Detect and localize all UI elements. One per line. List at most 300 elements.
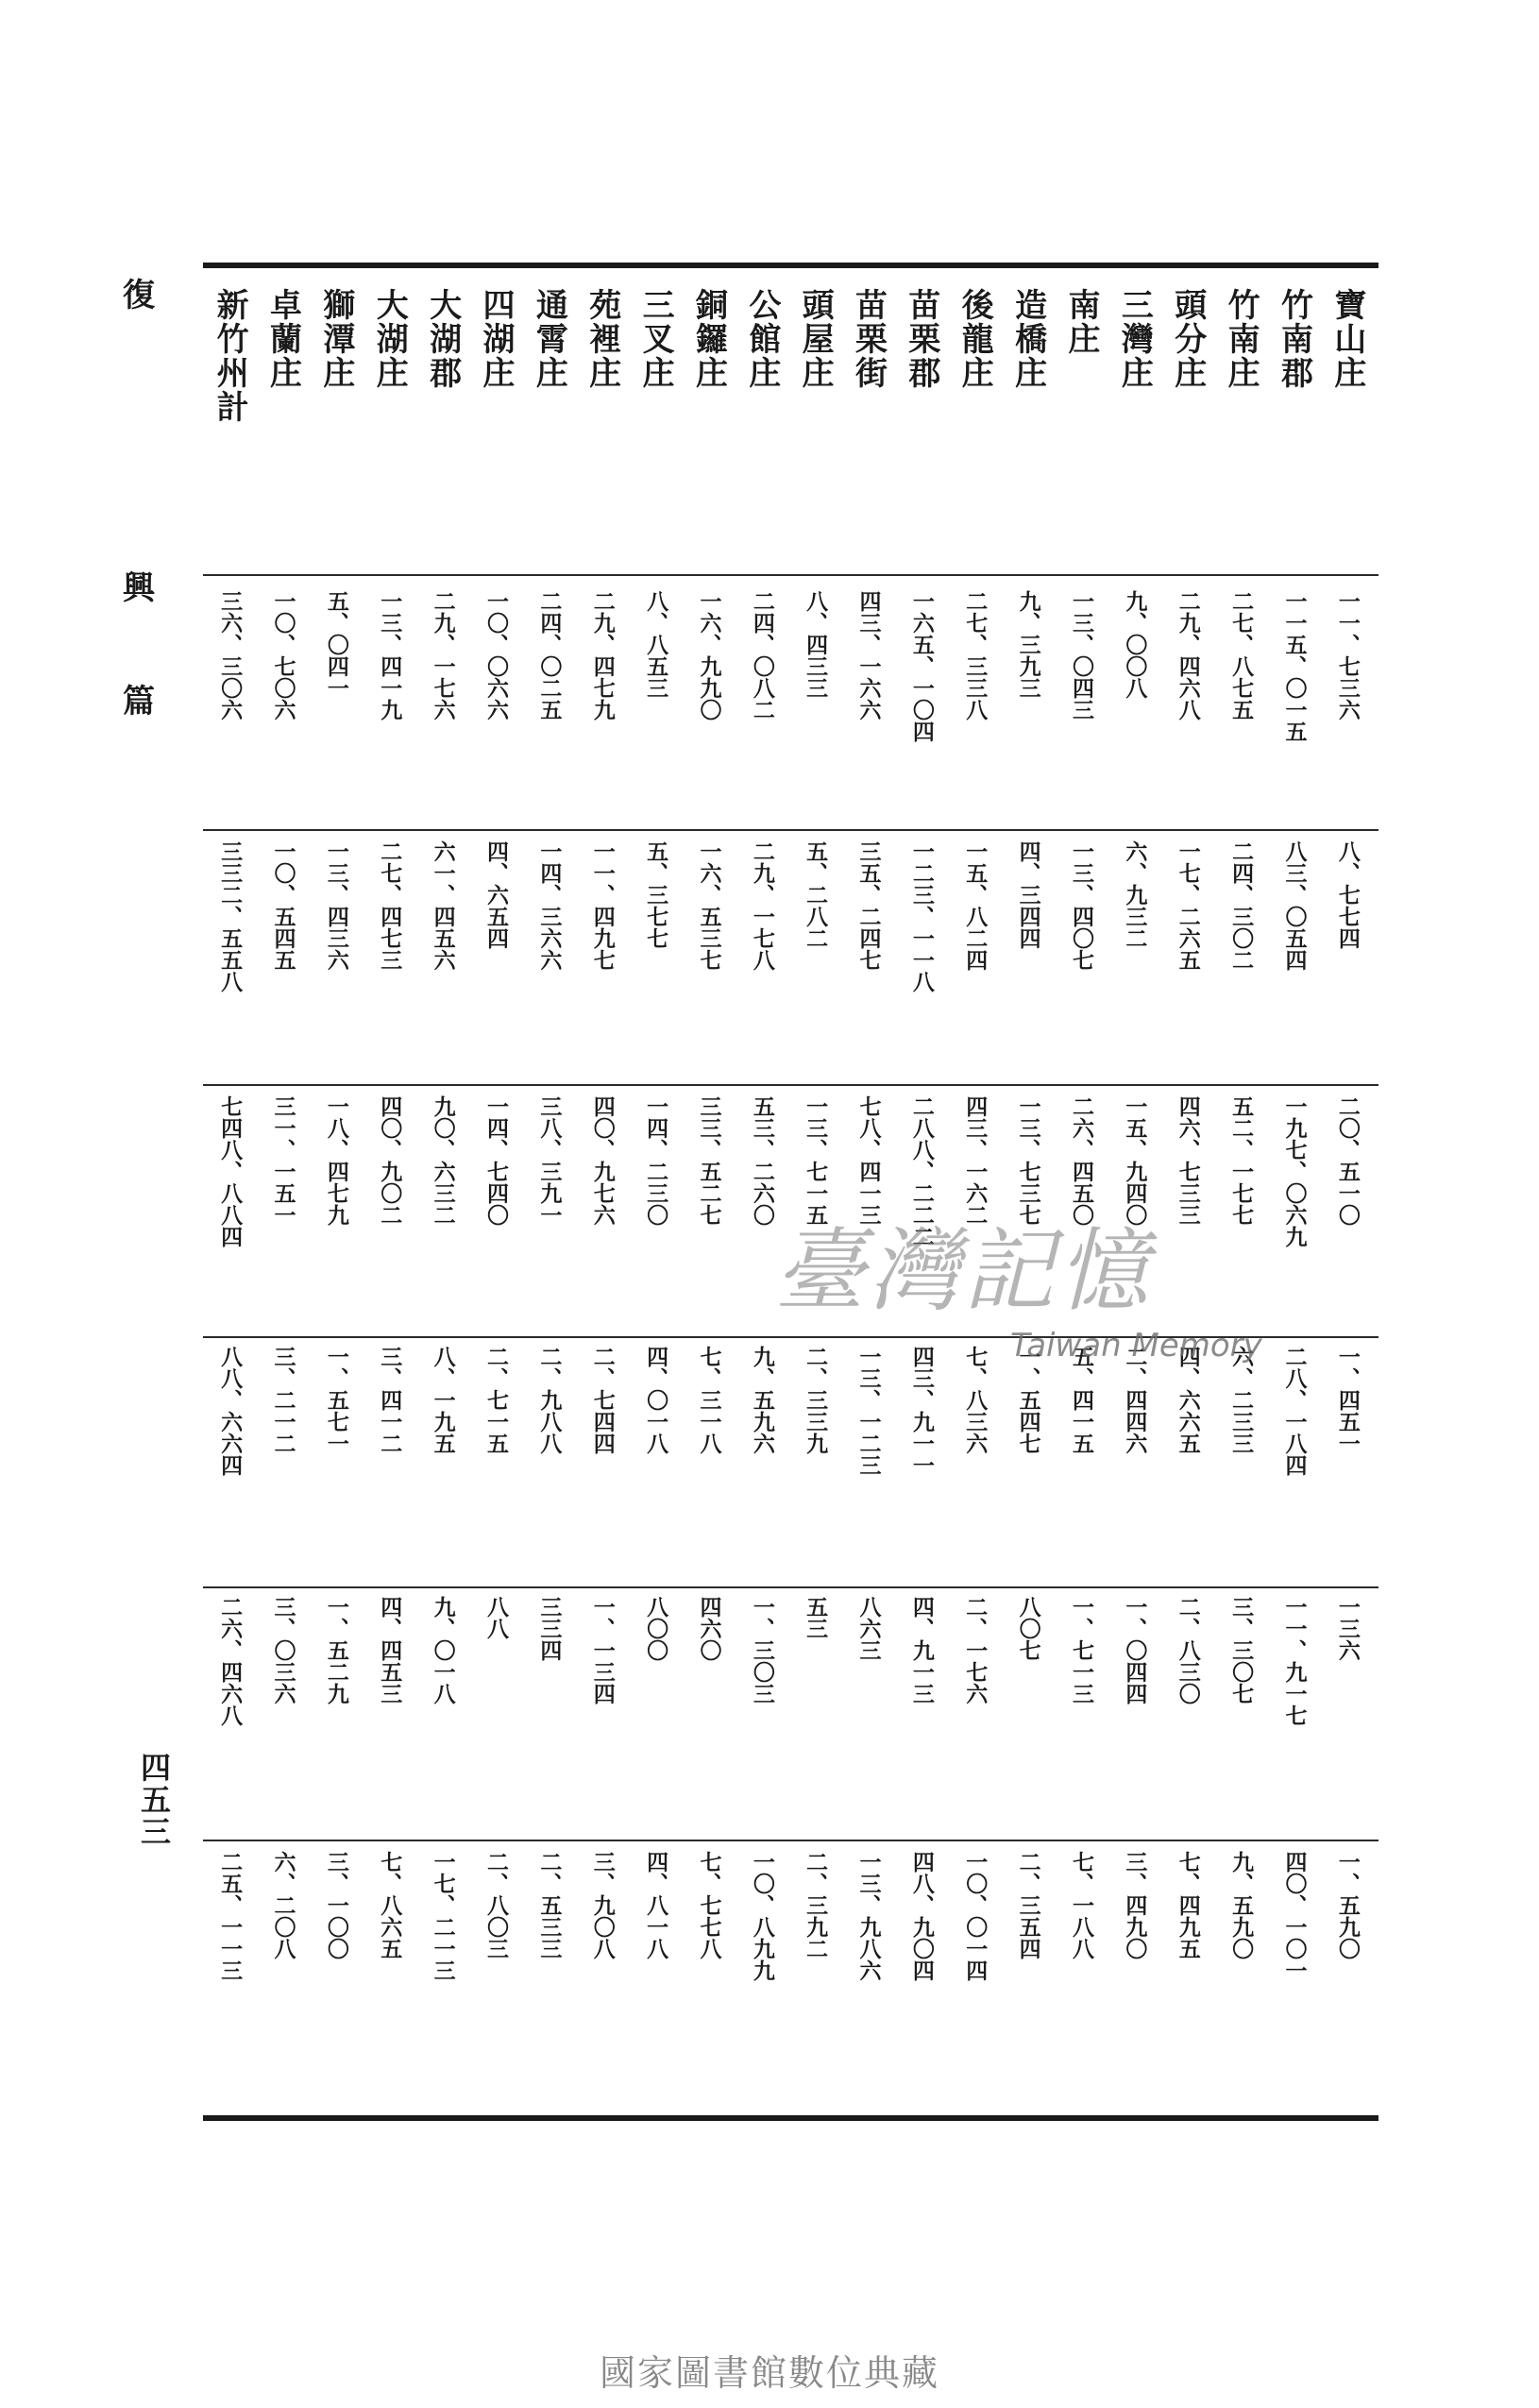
row-name [1005, 288, 1052, 557]
row-name-text: 新竹州計 [211, 288, 249, 424]
cell-value: 六、二〇八 [270, 1851, 296, 1959]
cell-value: 二四、〇二五 [536, 590, 563, 721]
table-cell [365, 590, 413, 721]
table-cell [525, 590, 572, 721]
cell-value: 一七、二一三 [430, 1851, 456, 1981]
table-cell [1217, 840, 1264, 971]
cell-value: 三三、五二七 [696, 1095, 722, 1226]
cell-value: 七、三一八 [696, 1346, 722, 1454]
table-cell [472, 840, 519, 949]
table-cell [579, 590, 626, 721]
table-cell [632, 590, 679, 699]
cell-value: 一五、八二四 [962, 840, 989, 971]
table-cell [579, 1596, 626, 1704]
table-cell [206, 840, 253, 992]
table-cell [1110, 1596, 1158, 1704]
cell-value: 一、五七一 [323, 1346, 349, 1454]
cell-value: 五三、二六〇 [749, 1095, 775, 1226]
cell-value: 五、〇四一 [323, 590, 349, 699]
cell-value: 七、八六五 [377, 1851, 403, 1959]
cell-value: 九、五九六 [749, 1346, 775, 1454]
cell-value: 五、二八二 [803, 840, 829, 949]
cell-value: 六、二三三 [1228, 1346, 1255, 1454]
cell-value: 八三、〇五四 [1281, 840, 1308, 971]
cell-value: 八、七七四 [1334, 840, 1361, 949]
cell-value: 二〇、五一〇 [1334, 1095, 1361, 1226]
cell-value: 二、一七六 [962, 1596, 989, 1704]
table-cell [685, 1596, 732, 1661]
row-name-text: 頭分庄 [1168, 288, 1207, 390]
cell-value: 五、四一五 [1069, 1346, 1094, 1454]
table-cell [313, 1851, 360, 1959]
cell-value: 三、三〇七 [1228, 1596, 1255, 1704]
row-name [738, 288, 786, 557]
cell-value: 一三、四一九 [377, 590, 403, 721]
table-cell [685, 1851, 732, 1959]
cell-value: 一一、九一七 [1281, 1596, 1308, 1726]
cell-value: 一二三、一一八 [908, 840, 935, 992]
table-cell [1005, 1851, 1052, 1959]
cell-value: 八八、六六四 [217, 1346, 244, 1476]
row-name [951, 288, 998, 557]
table-cell [472, 1851, 519, 1959]
table-cell [260, 1095, 307, 1226]
cell-value: 二、五三三 [536, 1851, 563, 1959]
cell-value: 四、九一三 [908, 1596, 935, 1704]
cell-value: 一三六 [1334, 1596, 1361, 1661]
cell-value: 二七、四七三 [377, 840, 403, 971]
table-cell [365, 1095, 413, 1226]
margin-title-3: 篇 [123, 683, 155, 721]
cell-value: 九、五九〇 [1228, 1851, 1255, 1959]
table-cell [738, 1851, 786, 1981]
cell-value: 一五、九四〇 [1122, 1095, 1148, 1226]
table-cell [365, 1596, 413, 1704]
cell-value: 一八、四七九 [323, 1095, 349, 1226]
row-name-text: 寶山庄 [1328, 288, 1366, 390]
row-name [1110, 288, 1158, 557]
table-cell [791, 590, 838, 699]
cell-value: 二、七四四 [589, 1346, 616, 1454]
row-name [1164, 288, 1211, 557]
cell-value: 一、五四七 [1015, 1346, 1041, 1454]
cell-value: 八〇七 [1015, 1596, 1041, 1661]
cell-value: 七八、四一三 [855, 1095, 882, 1226]
cell-value: 八八 [483, 1596, 509, 1639]
table-cell [951, 840, 998, 971]
cell-value: 九、三九三 [1015, 590, 1041, 699]
row-name-text: 竹南郡 [1275, 288, 1313, 390]
row-divider-4 [203, 1586, 1378, 1588]
table-cell [1005, 590, 1052, 699]
table-cell [365, 840, 413, 971]
row-name-text: 竹南庄 [1222, 288, 1260, 390]
table-cell [951, 590, 998, 721]
row-name-text: 公館庄 [742, 288, 781, 390]
table-cell [260, 1851, 307, 1959]
row-name-text: 銅鑼庄 [689, 288, 728, 390]
cell-value: 一一五、〇一五 [1281, 590, 1308, 742]
table-cell [1270, 590, 1317, 742]
cell-value: 一六、九九〇 [696, 590, 722, 721]
table-cell [738, 1596, 786, 1704]
margin-title-2: 興 [123, 569, 155, 607]
cell-value: 九、〇〇八 [1122, 590, 1148, 699]
table-cell [206, 1346, 253, 1476]
cell-value: 四、四五三 [377, 1596, 403, 1704]
cell-value: 一、一三四 [589, 1596, 616, 1704]
table-cell [845, 1851, 892, 1981]
row-name-text: 三叉庄 [636, 288, 675, 390]
cell-value: 一〇、〇一四 [962, 1851, 989, 1981]
row-name-text: 頭屋庄 [796, 288, 835, 390]
cell-value: 二、九八八 [536, 1346, 563, 1454]
table-cell [685, 1346, 732, 1454]
cell-value: 三五、二四七 [855, 840, 882, 971]
table-cell [579, 1095, 626, 1226]
table-cell [1110, 590, 1158, 699]
table-cell [1324, 840, 1371, 949]
cell-value: 二、七一五 [483, 1346, 509, 1454]
row-name [1324, 288, 1371, 557]
table-cell [206, 1851, 253, 1981]
cell-value: 一三、〇四三 [1069, 590, 1094, 721]
table-cell [951, 1596, 998, 1704]
row-name [685, 288, 732, 557]
table-cell [898, 1851, 945, 1981]
cell-value: 四三、一六六 [855, 590, 882, 721]
table-cell [419, 1095, 466, 1226]
row-name-text: 卓蘭庄 [263, 288, 302, 390]
cell-value: 一〇、八九九 [749, 1851, 775, 1981]
cell-value: 三、一〇〇 [323, 1851, 349, 1959]
table-cell [1164, 590, 1211, 721]
cell-value: 四〇、九〇二 [377, 1095, 403, 1226]
table-cell [472, 1346, 519, 1454]
cell-value: 三八、三九一 [536, 1095, 563, 1226]
table-cell [951, 1851, 998, 1981]
table-cell [632, 840, 679, 949]
cell-value: 七、七七八 [696, 1851, 722, 1959]
cell-value: 五三 [803, 1596, 829, 1639]
table-cell [579, 1851, 626, 1959]
cell-value: 七、八三六 [962, 1346, 989, 1454]
row-name-text: 通霄庄 [530, 288, 568, 390]
cell-value: 二、八〇三 [483, 1851, 509, 1959]
cell-value: 一七、二六五 [1175, 840, 1201, 971]
cell-value: 八、八五三 [643, 590, 669, 699]
row-name-text: 苑裡庄 [583, 288, 621, 390]
table-cell [1270, 1851, 1317, 1981]
row-name [206, 288, 253, 557]
cell-value: 四六、七三三 [1175, 1095, 1201, 1226]
table-cell [260, 840, 307, 971]
row-name [260, 288, 307, 557]
cell-value: 四三、九一一 [908, 1346, 935, 1476]
page-number: 四五三 [136, 1752, 172, 1848]
cell-value: 一〇、五四五 [270, 840, 296, 971]
cell-value: 八〇〇 [643, 1596, 669, 1661]
table-cell [419, 1851, 466, 1981]
table-cell [313, 1596, 360, 1704]
cell-value: 四、八一八 [643, 1851, 669, 1959]
cell-value: 一、四五一 [1334, 1346, 1361, 1454]
row-name [579, 288, 626, 557]
table-cell [313, 1346, 360, 1454]
table-cell [1110, 840, 1158, 949]
cell-value: 二七、八七五 [1228, 590, 1255, 721]
cell-value: 二、八三〇 [1175, 1596, 1201, 1704]
cell-value: 二六、四六八 [217, 1596, 244, 1726]
table-cell [685, 590, 732, 721]
cell-value: 二六、四五〇 [1069, 1095, 1094, 1226]
table-cell [525, 840, 572, 971]
watermark-sub: Taiwan Memory [1010, 1327, 1262, 1365]
cell-value: 二九、一七八 [749, 840, 775, 971]
cell-value: 一三、九八六 [855, 1851, 882, 1981]
cell-value: 五、三七七 [643, 840, 669, 949]
row-name [313, 288, 360, 557]
table-cell [365, 1851, 413, 1959]
row-name-text: 南庄 [1062, 288, 1100, 356]
cell-value: 三三二、五五八 [217, 840, 244, 992]
cell-value: 二八八、二二二 [908, 1095, 935, 1247]
row-name-text: 四湖庄 [477, 288, 515, 390]
cell-value: 二七、三三八 [962, 590, 989, 721]
cell-value: 一三、七三七 [1015, 1095, 1041, 1226]
table-cell [1057, 590, 1105, 721]
table-cell [1164, 1851, 1211, 1959]
table-cell [632, 1095, 679, 1226]
cell-value: 四、六六五 [1175, 1346, 1201, 1454]
cell-value: 七、一八八 [1069, 1851, 1094, 1959]
cell-value: 一、〇四四 [1122, 1596, 1148, 1704]
cell-value: 五二、一七七 [1228, 1095, 1255, 1226]
table-cell [898, 1596, 945, 1704]
cell-value: 二八、一八四 [1281, 1346, 1308, 1476]
row-name-text: 大湖郡 [423, 288, 462, 390]
table-cell [632, 1596, 679, 1661]
cell-value: 三、四一二 [377, 1346, 403, 1454]
cell-value: 四六〇 [696, 1596, 722, 1661]
cell-value: 二九、四七九 [589, 590, 616, 721]
table-cell [365, 1346, 413, 1454]
table-cell [472, 1596, 519, 1639]
cell-value: 二四、三〇二 [1228, 840, 1255, 971]
table-cell [1057, 1851, 1105, 1959]
table-cell [579, 840, 626, 971]
table-cell [260, 1596, 307, 1704]
row-name [419, 288, 466, 557]
table-cell [1164, 1596, 1211, 1704]
cell-value: 二、三三九 [803, 1346, 829, 1454]
cell-value: 一〇、七〇六 [270, 590, 296, 721]
table-cell [260, 1346, 307, 1454]
table-cell [260, 590, 307, 721]
watermark-main: 臺灣記憶 [774, 1218, 1152, 1324]
row-name [1270, 288, 1317, 557]
table-top-rule [203, 263, 1378, 268]
table-cell [313, 840, 360, 971]
row-name-text: 苗栗街 [849, 288, 888, 390]
watermark [774, 1199, 1284, 1379]
table-cell [579, 1346, 626, 1454]
cell-value: 一三、一二三 [855, 1346, 882, 1476]
cell-value: 二五、一一三 [217, 1851, 244, 1981]
table-cell [1057, 840, 1105, 971]
row-name-text: 三灣庄 [1115, 288, 1154, 390]
cell-value: 一、三〇三 [749, 1596, 775, 1704]
table-cell [1324, 590, 1371, 721]
row-name [1217, 288, 1264, 557]
cell-value: 六、九三二 [1122, 840, 1148, 949]
margin-title-1: 復 [123, 277, 155, 314]
table-cell [791, 1596, 838, 1639]
row-divider-5 [203, 1840, 1378, 1841]
table-cell [1005, 1596, 1052, 1661]
table-cell [419, 590, 466, 721]
cell-value: 二、四四六 [1122, 1346, 1148, 1454]
cell-value: 一四、二三〇 [643, 1095, 669, 1226]
cell-value: 四三、一六二 [962, 1095, 989, 1226]
table-cell [472, 590, 519, 721]
table-cell [313, 590, 360, 699]
cell-value: 一六五、一〇四 [908, 590, 935, 742]
cell-value: 二四、〇八二 [749, 590, 775, 721]
cell-value: 一四、三六六 [536, 840, 563, 971]
table-cell [525, 1346, 572, 1454]
cell-value: 八、四三三 [803, 590, 829, 699]
cell-value: 一九七、〇六九 [1281, 1095, 1308, 1247]
table-cell [1324, 1095, 1371, 1226]
table-cell [1110, 1851, 1158, 1959]
cell-value: 四、三四四 [1015, 840, 1041, 949]
table-cell [685, 840, 732, 971]
cell-value: 四八、九〇四 [908, 1851, 935, 1981]
cell-value: 一一、七三六 [1334, 590, 1361, 721]
row-name-text: 造橋庄 [1008, 288, 1047, 390]
cell-value: 三一、一五一 [270, 1095, 296, 1226]
cell-value: 一、七一三 [1069, 1596, 1094, 1704]
cell-value: 一六、五三七 [696, 840, 722, 971]
cell-value: 一三、四〇七 [1069, 840, 1094, 971]
cell-value: 九〇、六三二 [430, 1095, 456, 1226]
table-cell [845, 840, 892, 971]
table-cell [791, 1851, 838, 1959]
cell-value: 二、三九二 [803, 1851, 829, 1959]
table-cell [738, 590, 786, 721]
table-cell [1217, 1596, 1264, 1704]
row-name-text: 後龍庄 [956, 288, 994, 390]
cell-value: 三、〇三六 [270, 1596, 296, 1704]
cell-value: 四、〇一八 [643, 1346, 669, 1454]
table-cell [845, 1596, 892, 1661]
cell-value: 一、五二九 [323, 1596, 349, 1704]
footer-credit: 國家圖書館數位典藏 [599, 2352, 939, 2394]
row-name-text: 苗栗郡 [902, 288, 940, 390]
cell-value: 四〇、九七六 [589, 1095, 616, 1226]
row-name [791, 288, 838, 557]
cell-value: 一一、四九七 [589, 840, 616, 971]
table-cell [1164, 840, 1211, 971]
table-cell [1057, 1596, 1105, 1704]
row-name-text: 大湖庄 [370, 288, 409, 390]
table-cell [845, 590, 892, 721]
header-divider [203, 574, 1378, 576]
row-name [365, 288, 413, 557]
row-divider-2 [203, 1084, 1378, 1086]
cell-value: 四〇、一〇一 [1281, 1851, 1308, 1981]
cell-value: 三、二一二 [270, 1346, 296, 1454]
cell-value: 三六、三〇六 [217, 590, 244, 721]
cell-value: 九、〇一八 [430, 1596, 456, 1704]
cell-value: 三、四九〇 [1122, 1851, 1148, 1959]
row-name [898, 288, 945, 557]
table-cell [419, 1596, 466, 1704]
table-cell [1324, 1851, 1371, 1959]
row-divider-1 [203, 829, 1378, 831]
table-cell [525, 1596, 572, 1661]
table-cell [1270, 840, 1317, 971]
cell-value: 一四、七四〇 [483, 1095, 509, 1226]
table-cell [1005, 840, 1052, 949]
table-cell [1270, 1596, 1317, 1726]
cell-value: 三、九〇八 [589, 1851, 616, 1959]
cell-value: 八、一九五 [430, 1346, 456, 1454]
cell-value: 一、五九〇 [1334, 1851, 1361, 1959]
cell-value: 四、六五四 [483, 840, 509, 949]
row-name [472, 288, 519, 557]
table-cell [898, 590, 945, 742]
table-cell [738, 840, 786, 971]
table-cell [206, 1596, 253, 1726]
table-cell [898, 840, 945, 992]
table-cell [206, 590, 253, 721]
table-cell [1217, 1851, 1264, 1959]
cell-value: 七四八、八八四 [217, 1095, 244, 1247]
table-cell [419, 1346, 466, 1454]
row-name [845, 288, 892, 557]
cell-value: 一三、四三六 [323, 840, 349, 971]
cell-value: 八六三 [855, 1596, 882, 1661]
table-cell [1217, 590, 1264, 721]
table-cell [685, 1095, 732, 1226]
table-cell [525, 1851, 572, 1959]
table-cell [525, 1095, 572, 1226]
row-name [632, 288, 679, 557]
cell-value: 一三、七一五 [803, 1095, 829, 1226]
table-cell [419, 840, 466, 971]
table-cell [1324, 1596, 1371, 1661]
table-cell [632, 1851, 679, 1959]
table-bottom-rule [203, 2115, 1378, 2121]
cell-value: 一〇、〇六六 [483, 590, 509, 721]
cell-value: 三三四 [536, 1596, 563, 1661]
table-cell [206, 1095, 253, 1247]
cell-value: 二九、一七六 [430, 590, 456, 721]
row-name [1057, 288, 1105, 557]
cell-value: 二九、四六八 [1175, 590, 1201, 721]
cell-value: 六一、四五六 [430, 840, 456, 971]
cell-value: 二、三五四 [1015, 1851, 1041, 1959]
table-cell [1324, 1346, 1371, 1454]
cell-value: 七、四九五 [1175, 1851, 1201, 1959]
row-name [525, 288, 572, 557]
table-cell [313, 1095, 360, 1226]
table-cell [632, 1346, 679, 1454]
row-name-text: 獅潭庄 [316, 288, 355, 390]
table-cell [472, 1095, 519, 1226]
